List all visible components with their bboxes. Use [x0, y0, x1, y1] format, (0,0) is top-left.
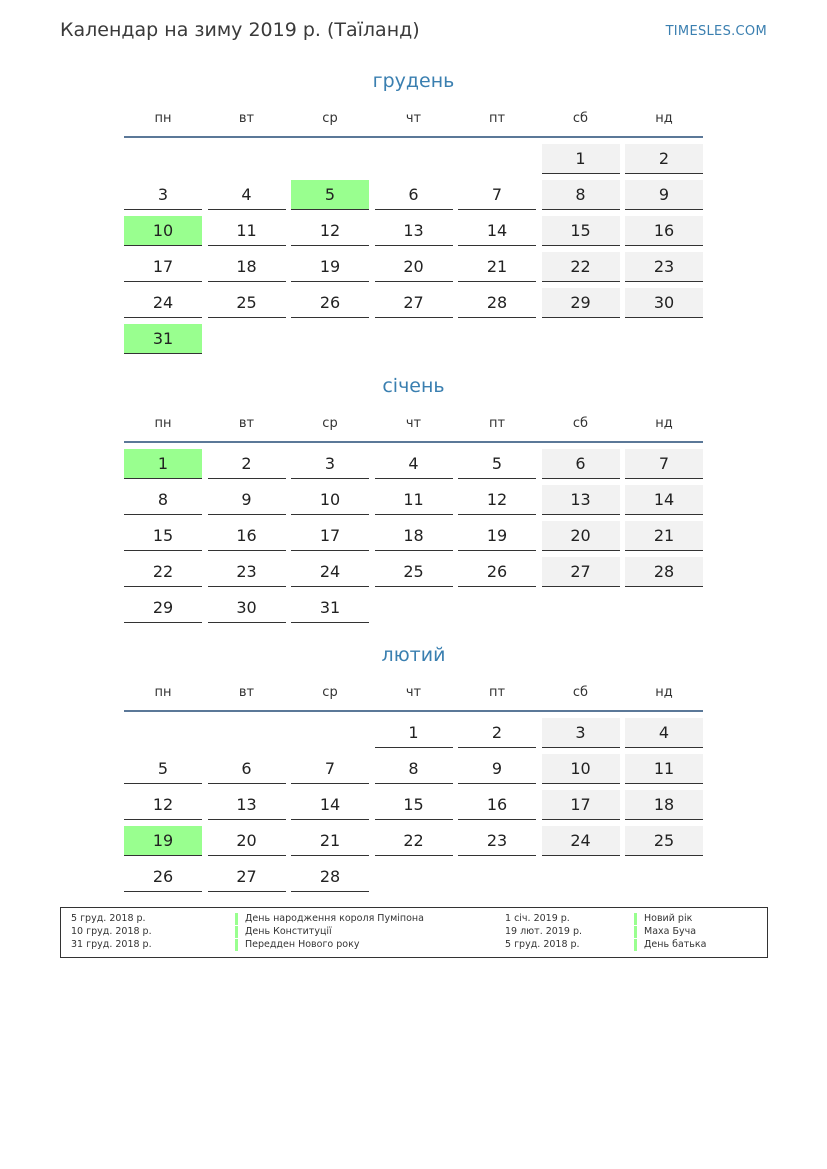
day-cell: 8: [124, 485, 202, 515]
day-cell: 5: [124, 754, 202, 784]
day-cell: 28: [625, 557, 703, 587]
day-cell: 12: [458, 485, 536, 515]
weekday-label: пн: [154, 111, 172, 126]
weekday-label: пт: [488, 685, 506, 700]
weekday-label: чт: [405, 111, 422, 126]
weekday-header: [124, 685, 704, 705]
holiday-legend: [60, 907, 768, 958]
legend-date: 1 січ. 2019 р.: [505, 913, 570, 924]
day-cell: 8: [375, 754, 453, 784]
month-title: січень: [382, 375, 445, 397]
weekday-label: пт: [488, 416, 506, 431]
day-cell: 18: [208, 252, 286, 282]
weekday-label: пн: [154, 685, 172, 700]
weekday-header: [124, 416, 704, 436]
day-cell: 17: [542, 790, 620, 820]
day-cell: 9: [458, 754, 536, 784]
day-cell: 8: [542, 180, 620, 210]
legend-date: 5 груд. 2018 р.: [505, 939, 580, 950]
day-cell: 22: [124, 557, 202, 587]
day-cell: 19: [458, 521, 536, 551]
weekday-label: вт: [238, 416, 255, 431]
legend-date: 5 груд. 2018 р.: [71, 913, 146, 924]
day-cell: 23: [458, 826, 536, 856]
day-cell: 23: [625, 252, 703, 282]
day-cell: 18: [625, 790, 703, 820]
day-cell: 4: [375, 449, 453, 479]
day-cell: 11: [625, 754, 703, 784]
month-title: грудень: [372, 70, 455, 92]
legend-holiday-name: День Конституції: [235, 926, 332, 938]
day-cell: 13: [208, 790, 286, 820]
legend-holiday-name: День батька: [634, 939, 706, 951]
day-cell: 15: [375, 790, 453, 820]
day-cell: 14: [458, 216, 536, 246]
weekday-label: вт: [238, 111, 255, 126]
day-cell: 16: [208, 521, 286, 551]
day-cell: 24: [542, 826, 620, 856]
day-cell: 7: [291, 754, 369, 784]
day-cell: 6: [542, 449, 620, 479]
day-cell: 13: [375, 216, 453, 246]
weekday-label: сб: [572, 685, 589, 700]
day-cell: 17: [124, 252, 202, 282]
day-cell: 21: [625, 521, 703, 551]
legend-holiday-name: Новий рік: [634, 913, 692, 925]
day-cell: 28: [458, 288, 536, 318]
weekday-label: пт: [488, 111, 506, 126]
legend-date: 10 груд. 2018 р.: [71, 926, 152, 937]
day-cell: 6: [208, 754, 286, 784]
day-cell: 20: [542, 521, 620, 551]
weekday-label: пн: [154, 416, 172, 431]
day-cell: 27: [375, 288, 453, 318]
day-cell: 2: [458, 718, 536, 748]
day-cell: 25: [375, 557, 453, 587]
day-cell: 12: [124, 790, 202, 820]
weekday-header: [124, 111, 704, 131]
day-cell: 21: [291, 826, 369, 856]
header-rule: [124, 710, 703, 712]
day-cell: 7: [458, 180, 536, 210]
day-cell: 20: [208, 826, 286, 856]
day-cell: 20: [375, 252, 453, 282]
day-cell: 7: [625, 449, 703, 479]
weekday-label: нд: [655, 416, 673, 431]
header-rule: [124, 136, 703, 138]
day-cell: 31: [291, 593, 369, 623]
day-cell: 25: [625, 826, 703, 856]
day-cell: 30: [208, 593, 286, 623]
page-title: Календар на зиму 2019 р. (Таїланд): [60, 19, 420, 41]
day-cell: 22: [375, 826, 453, 856]
day-cell-holiday: 19: [124, 826, 202, 856]
day-cell: 27: [542, 557, 620, 587]
day-cell: 11: [375, 485, 453, 515]
weekday-label: ср: [322, 685, 338, 700]
day-cell: 2: [625, 144, 703, 174]
weekday-label: сб: [572, 416, 589, 431]
day-cell: 13: [542, 485, 620, 515]
day-cell: 26: [124, 862, 202, 892]
day-cell: 22: [542, 252, 620, 282]
day-cell: 17: [291, 521, 369, 551]
day-cell: 4: [208, 180, 286, 210]
day-cell: 6: [375, 180, 453, 210]
day-cell: 26: [291, 288, 369, 318]
day-cell: 15: [542, 216, 620, 246]
day-cell: 2: [208, 449, 286, 479]
day-cell: 23: [208, 557, 286, 587]
legend-holiday-name: Передден Нового року: [235, 939, 359, 951]
day-cell: 18: [375, 521, 453, 551]
day-cell: 24: [124, 288, 202, 318]
weekday-label: ср: [322, 111, 338, 126]
day-cell: 16: [625, 216, 703, 246]
day-cell-holiday: 31: [124, 324, 202, 354]
day-cell: 24: [291, 557, 369, 587]
legend-date: 19 лют. 2019 р.: [505, 926, 582, 937]
site-link[interactable]: TIMESLES.COM: [665, 24, 767, 39]
day-cell: 26: [458, 557, 536, 587]
legend-holiday-name: Маха Буча: [634, 926, 696, 938]
day-cell: 27: [208, 862, 286, 892]
day-cell: 21: [458, 252, 536, 282]
day-cell: 30: [625, 288, 703, 318]
weekday-label: вт: [238, 685, 255, 700]
month-title: лютий: [381, 644, 446, 666]
day-cell: 3: [542, 718, 620, 748]
weekday-label: сб: [572, 111, 589, 126]
day-cell: 10: [542, 754, 620, 784]
day-cell: 9: [208, 485, 286, 515]
day-cell: 4: [625, 718, 703, 748]
weekday-label: чт: [405, 416, 422, 431]
day-cell: 3: [291, 449, 369, 479]
day-cell: 29: [124, 593, 202, 623]
day-cell: 15: [124, 521, 202, 551]
day-cell: 19: [291, 252, 369, 282]
weekday-label: нд: [655, 111, 673, 126]
day-cell: 1: [375, 718, 453, 748]
header-rule: [124, 441, 703, 443]
weekday-label: чт: [405, 685, 422, 700]
day-cell: 5: [458, 449, 536, 479]
day-cell-holiday: 5: [291, 180, 369, 210]
day-cell: 10: [291, 485, 369, 515]
day-cell-holiday: 1: [124, 449, 202, 479]
day-cell: 16: [458, 790, 536, 820]
day-cell: 14: [291, 790, 369, 820]
day-cell: 3: [124, 180, 202, 210]
day-cell: 25: [208, 288, 286, 318]
weekday-label: ср: [322, 416, 338, 431]
day-cell: 1: [542, 144, 620, 174]
legend-date: 31 груд. 2018 р.: [71, 939, 152, 950]
day-cell: 28: [291, 862, 369, 892]
legend-holiday-name: День народження короля Пуміпона: [235, 913, 424, 925]
day-cell: 29: [542, 288, 620, 318]
day-cell: 11: [208, 216, 286, 246]
day-cell: 9: [625, 180, 703, 210]
day-cell-holiday: 10: [124, 216, 202, 246]
weekday-label: нд: [655, 685, 673, 700]
day-cell: 14: [625, 485, 703, 515]
day-cell: 12: [291, 216, 369, 246]
